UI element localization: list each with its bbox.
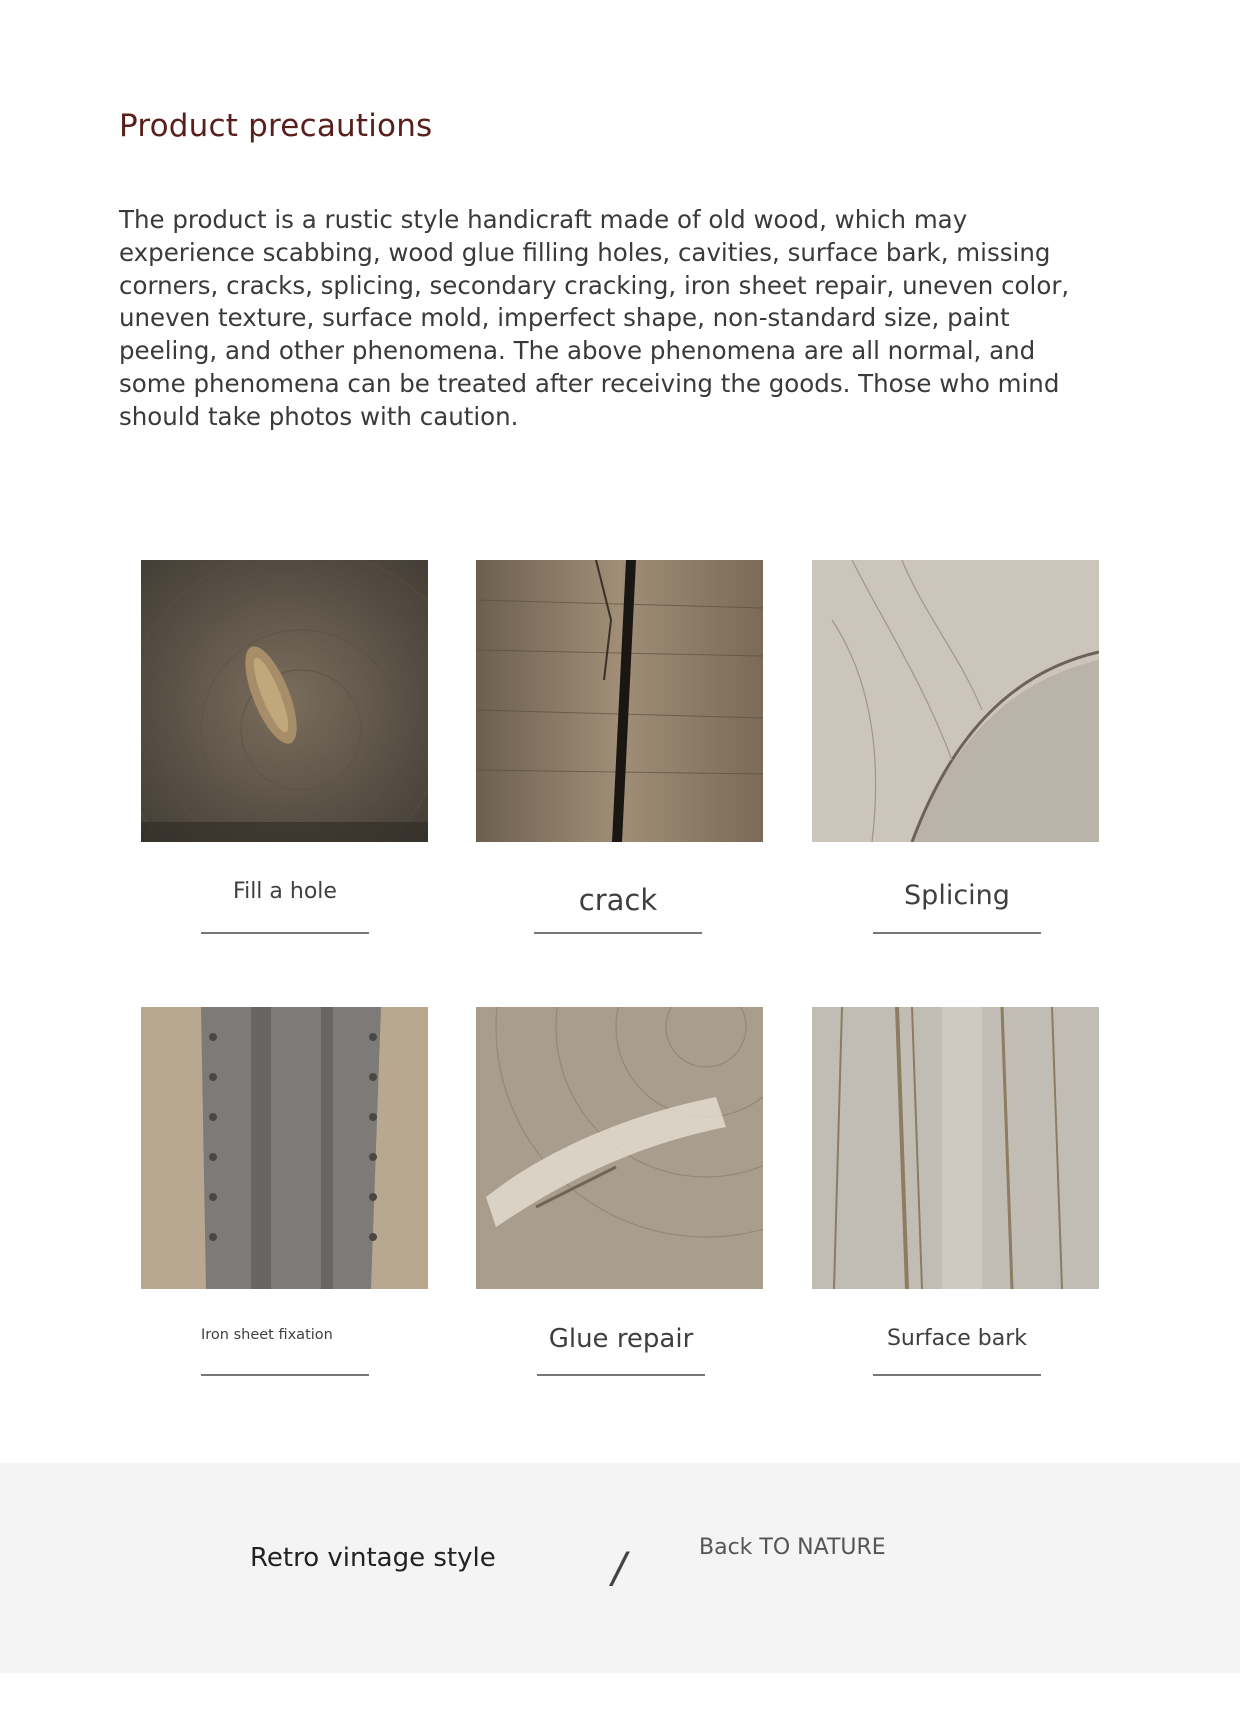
caption-splicing: Splicing [904,880,1010,911]
photo-splicing [812,560,1099,842]
photo-fill-a-hole [141,560,428,842]
caption-surface-bark: Surface bark [886,1326,1028,1351]
footer-left-text: Retro vintage style [250,1543,496,1573]
photo-iron-sheet-fixation [141,1007,428,1289]
caption-underline [537,1374,705,1376]
caption-underline [201,932,369,934]
caption-underline [873,932,1041,934]
page-title: Product precautions [119,108,433,144]
photo-glue-repair [476,1007,763,1289]
photo-crack [476,560,763,842]
caption-fill-a-hole: Fill a hole [233,879,337,904]
photo-surface-bark [812,1007,1099,1289]
footer-band [0,1463,1240,1673]
caption-glue-repair: Glue repair [548,1324,694,1354]
caption-iron-sheet-fixation: Iron sheet fixation [201,1327,333,1343]
footer-right-text: Back TO NATURE [699,1535,886,1560]
caption-crack: crack [578,883,658,917]
precautions-description: The product is a rustic style handicraft made of old wood, which may experience scabbing, wood glue filling holes, cavities, surface bark, missing corners, cracks, splicing, secondary cracking, iron sheet repair, uneven color, uneven texture, surface mold, imperfect shape, non-standard size, paint peeling, and other phenomena. The above phenomena are all normal, and some phenomena can be treated after receiving the goods. Those who mind should take photos with caution. [119,205,1070,431]
caption-underline [534,932,702,934]
footer-separator: / [612,1543,627,1592]
caption-underline [873,1374,1041,1376]
caption-underline [201,1374,369,1376]
